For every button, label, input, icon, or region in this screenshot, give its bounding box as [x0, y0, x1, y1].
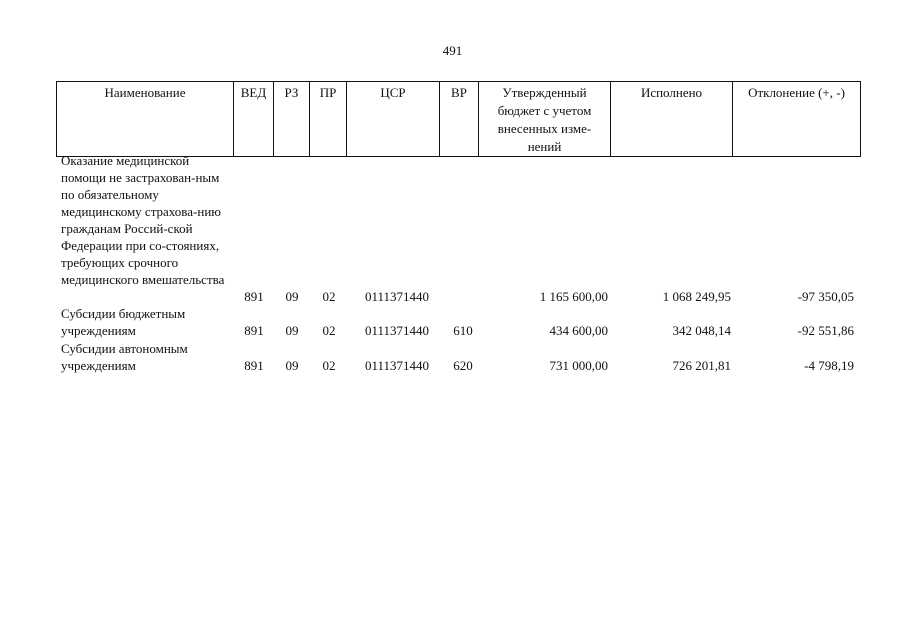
row-executed: 1 068 249,95: [662, 289, 731, 304]
row-approved: 434 600,00: [549, 323, 608, 338]
header-approved: Утвержденный бюджет с учетом внесенных изме-нений: [479, 82, 611, 157]
header-pr: ПР: [310, 82, 347, 157]
row-name: Субсидии автономным учреждениям: [61, 341, 188, 373]
row-csr: 0111371440: [364, 323, 430, 338]
row-pr: 02: [322, 323, 336, 338]
row-executed: 342 048,14: [672, 323, 731, 338]
row-rz: 09: [285, 289, 299, 304]
header-name: Наименование: [57, 82, 234, 157]
row-pr: 02: [322, 358, 336, 373]
row-deviation: -4 798,19: [804, 358, 854, 373]
header-executed: Исполнено: [611, 82, 733, 157]
row-csr: 0111371440: [364, 358, 430, 373]
row-rz: 09: [285, 323, 299, 338]
row-name: Оказание медицинской помощи не застрахован-ным по обязательному медицинскому страхова-нию гражданам Россий-ской Федерации при со-стояниях, требующих срочного медицинского вмешательства: [61, 153, 225, 287]
row-ved: 891: [244, 323, 264, 338]
header-deviation: Отклонение (+, -): [733, 82, 861, 157]
row-rz: 09: [285, 358, 299, 373]
row-executed: 726 201,81: [672, 358, 731, 373]
row-deviation: -97 350,05: [797, 289, 854, 304]
header-vr: ВР: [440, 82, 479, 157]
row-ved: 891: [244, 358, 264, 373]
row-name: Субсидии бюджетным учреждениям: [61, 306, 186, 338]
row-ved: 891: [244, 289, 264, 304]
row-vr: 610: [453, 323, 473, 338]
header-rz: РЗ: [274, 82, 310, 157]
row-approved: 1 165 600,00: [539, 289, 608, 304]
page-number: 491: [442, 43, 463, 58]
row-deviation: -92 551,86: [797, 323, 854, 338]
row-approved: 731 000,00: [549, 358, 608, 373]
header-csr: ЦСР: [347, 82, 440, 157]
header-ved: ВЕД: [234, 82, 274, 157]
table-header: [56, 81, 861, 157]
row-pr: 02: [322, 289, 336, 304]
row-vr: 620: [453, 358, 473, 373]
row-csr: 0111371440: [364, 289, 430, 304]
